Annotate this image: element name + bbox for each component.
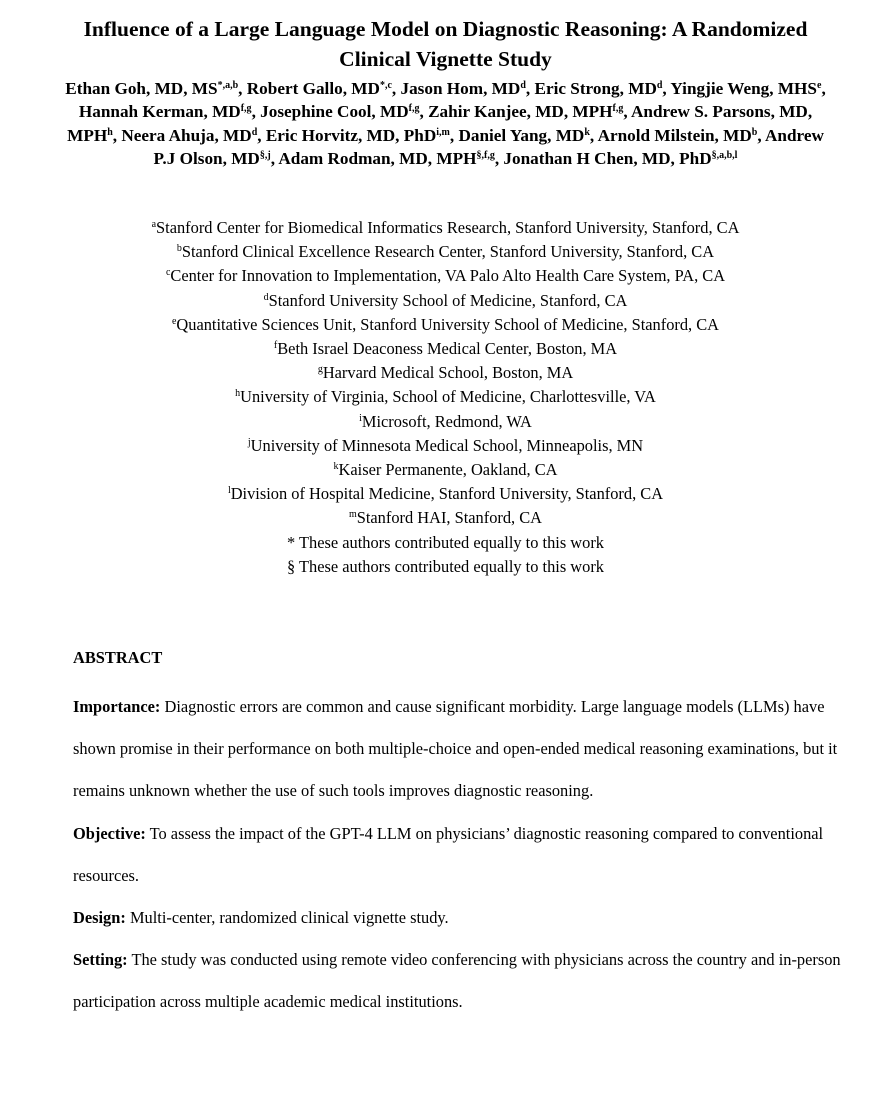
author-superscript: *,c [379, 80, 392, 91]
author-superscript: f,g [612, 103, 624, 115]
equal-contribution-note: § These authors contributed equally to this work [287, 556, 604, 576]
author-superscript: f,g [240, 103, 252, 115]
affiliation: $^i$Microsoft, Redmond, WA [359, 411, 532, 431]
author: Eric Strong, $MD^d$ [534, 79, 663, 98]
author-superscript: d [656, 80, 663, 91]
author-superscript: d [251, 126, 258, 138]
abstract-importance: Importance: Diagnostic errors are common and cause significant morbidity. Large language models (LLMs) have shown promise in their performance on both multiple-choice and open-ended medical reasoning examinations, but it remains unknown whether the use of such tools improves diagnostic reasoning. [73, 697, 838, 801]
author: Yingjie Weng, MHS$^e$ [670, 79, 822, 98]
affiliation: $^h$University of Virginia, School of Medicine, Charlottesville, VA [235, 387, 656, 407]
section-label: Objective: [73, 823, 146, 843]
affiliation: $^d$Stanford University School of Medicine, Stanford, CA [263, 290, 628, 310]
affiliation: $^j$University of Minnesota Medical School, Minneapolis, MN [247, 435, 644, 455]
affiliation: $^l$Division of Hospital Medicine, Stanford University, Stanford, CA [227, 484, 664, 504]
affiliation: $^c$Center for Innovation to Implementation, VA Palo Alto Health Care System, PA, CA [165, 266, 726, 286]
section-label: Importance: [73, 697, 161, 716]
author: Andrew S. Parsons, MD, MPH$^h$ [67, 102, 813, 145]
author: Adam Rodman, MD, $MPH^{\S,f,g}$ [278, 148, 495, 168]
author-superscript: e [816, 80, 822, 91]
author: Neera Ahuja, $MD^d$ [121, 125, 258, 145]
section-label: Setting: [73, 950, 128, 970]
author: Andrew P.J Olson, $MD^{\S,j}$ [153, 125, 824, 168]
affiliation-list [60, 216, 831, 579]
equal-contribution-note: * These authors contributed equally to this work [287, 532, 604, 552]
abstract-heading: ABSTRACT [73, 648, 163, 667]
author-superscript: f,g [408, 103, 420, 115]
author: Eric Horvitz, MD, PhD$^{i,m}$ [265, 125, 450, 145]
affiliation: $^g$Harvard Medical School, Boston, MA [317, 363, 574, 383]
section-label: Design: [73, 908, 126, 928]
author-superscript: *,a,b [217, 80, 239, 91]
author: Hannah Kerman, MD$^{f,g}$ [78, 102, 252, 122]
abstract-setting: Setting: The study was conducted using remote video conferencing with physicians across the country and in-person participation across multiple academic medical institutions. [73, 950, 841, 1012]
author-superscript: i,m [436, 126, 450, 138]
author-superscript: d [520, 80, 526, 91]
author: Zahir Kanjee, MD, MPH$^{f,g}$ [428, 102, 624, 122]
author-superscript: k [584, 126, 590, 138]
affiliation: $^m$Stanford HAI, Stanford, CA [348, 508, 543, 528]
author: Robert Gallo, $MD^{*,c}$ [246, 79, 392, 98]
author-superscript: §,j [259, 149, 271, 161]
abstract-objective: Objective: To assess the impact of the GPT-4 LLM on physicians’ diagnostic reasoning compared to conventional resources. [73, 823, 824, 885]
abstract-design: Design: Multi-center, randomized clinical vignette study. [73, 908, 449, 928]
author-list: Ethan Goh, MD, $MS^{*,a,b}$, Robert Gallo, $MD^{*,c}$, Jason Hom, $MD^d$, Eric Strong, $MD^d$, Yingjie Weng, MHS$^e$, Hannah Kerman, MD$^{f,g}$, Josephine Cool, MD$^{f,g}$, Zahir Kanjee, MD, MPH$^{f,g}$, Andrew S. Parsons, MD, MPH$^h$, Neera Ahuja, $MD^d$, Eric Horvitz, MD, PhD$^{i,m}$, Daniel Yang, $MD^k$, Arnold Milstein, $MD^b$, Andrew P.J Olson, $MD^{\S,j}$, Adam Rodman, MD, $MPH^{\S,f,g}$, Jonathan H Chen, MD, PhD$^{\S,a,b,l}$ [65, 79, 826, 168]
affiliation: $^f$Beth Israel Deaconess Medical Center, Boston, MA [273, 339, 618, 359]
author: Arnold Milstein, $MD^b$ [597, 125, 758, 145]
paper-title: Influence of a Large Language Model on Diagnostic Reasoning: A Randomized Clinical Vignette Study [83, 17, 808, 71]
author-superscript: §,f,g [476, 149, 495, 161]
affiliation: $^k$Kaiser Permanente, Oakland, CA [333, 460, 558, 480]
abstract-body [73, 686, 843, 1024]
author-superscript: §,a,b,l [711, 149, 738, 161]
author: Jonathan H Chen, MD, PhD$^{\S,a,b,l}$ [503, 148, 738, 168]
affiliation: $^e$Quantitative Sciences Unit, Stanford University School of Medicine, Stanford, CA [171, 314, 720, 334]
author: Jason Hom, $MD^d$ [400, 79, 526, 98]
affiliation: $^a$Stanford Center for Biomedical Informatics Research, Stanford University, Stanford, CA [151, 218, 740, 237]
author-superscript: h [107, 126, 113, 138]
affiliation: $^b$Stanford Clinical Excellence Research Center, Stanford University, Stanford, CA [176, 242, 715, 262]
author: Ethan Goh, MD, $MS^{*,a,b}$ [65, 79, 239, 98]
author: Daniel Yang, $MD^k$ [458, 125, 590, 145]
author: Josephine Cool, MD$^{f,g}$ [260, 102, 420, 122]
author-superscript: b [751, 126, 758, 138]
